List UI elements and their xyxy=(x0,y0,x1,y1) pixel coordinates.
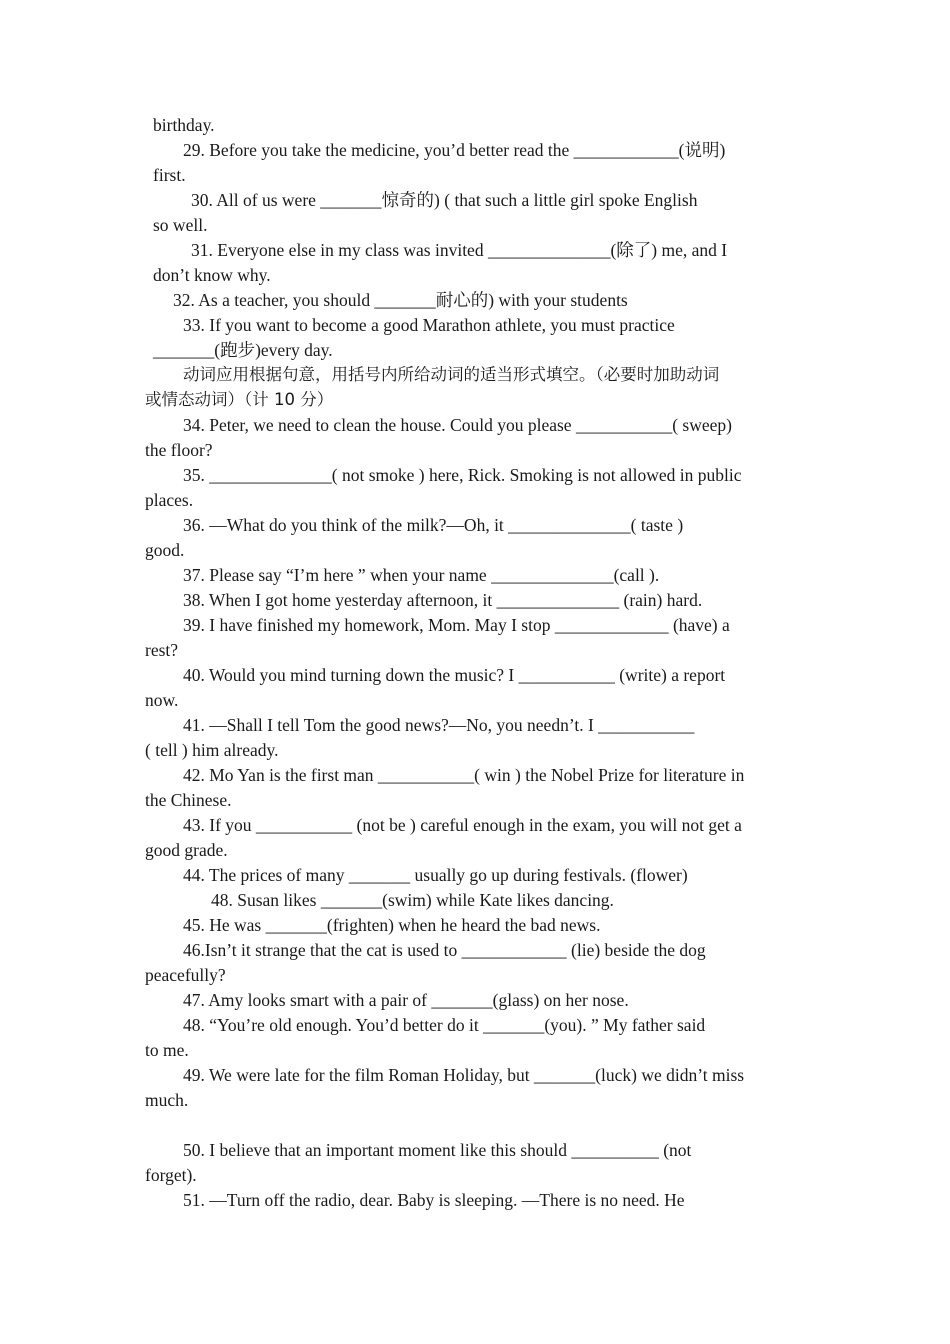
question-30: 30. All of us were _______惊奇的) ( that such a little girl spoke English xyxy=(191,190,698,210)
question-45: 45. He was _______(frighten) when he heard the bad news. xyxy=(183,915,601,935)
text-line: first. xyxy=(153,165,186,185)
text-line: good grade. xyxy=(145,840,228,860)
text-line: so well. xyxy=(153,215,208,235)
question-36: 36. —What do you think of the milk?—Oh, it ______________( taste ) xyxy=(183,515,684,535)
text-line: don’t know why. xyxy=(153,265,271,285)
question-48: 48. “You’re old enough. You’d better do it _______(you). ” My father said xyxy=(183,1015,706,1035)
question-33: 33. If you want to become a good Marathon athlete, you must practice xyxy=(183,315,675,335)
text-line: forget). xyxy=(145,1165,197,1185)
question-46: 46.Isn’t it strange that the cat is used to ____________ (lie) beside the dog xyxy=(183,940,706,960)
text-line: now. xyxy=(145,690,179,710)
question-43: 43. If you ___________ (not be ) careful enough in the exam, you will not get a xyxy=(183,815,742,835)
text-line: to me. xyxy=(145,1040,189,1060)
text-line: good. xyxy=(145,540,185,560)
text-line: peacefully? xyxy=(145,965,226,985)
text-line: ( tell ) him already. xyxy=(145,740,279,760)
question-44: 44. The prices of many _______ usually go up during festivals. (flower) xyxy=(183,865,688,885)
question-42: 42. Mo Yan is the first man ___________( win ) the Nobel Prize for literature in xyxy=(183,765,745,785)
text-line: the floor? xyxy=(145,440,213,460)
question-40: 40. Would you mind turning down the music? I ___________ (write) a report xyxy=(183,665,726,685)
question-31: 31. Everyone else in my class was invited ______________(除了) me, and I xyxy=(191,240,728,260)
question-34: 34. Peter, we need to clean the house. Could you please ___________( sweep) xyxy=(183,415,732,435)
question-37: 37. Please say “I’m here ” when your name ______________(call ). xyxy=(183,565,660,585)
question-29: 29. Before you take the medicine, you’d better read the ____________(说明) xyxy=(183,140,726,160)
question-51: 51. —Turn off the radio, dear. Baby is sleeping. —There is no need. He xyxy=(183,1190,685,1210)
text-line: places. xyxy=(145,490,194,510)
question-35: 35. ______________( not smoke ) here, Rick. Smoking is not allowed in public xyxy=(183,465,742,485)
text-line: much. xyxy=(145,1090,189,1110)
question-32: 32. As a teacher, you should _______耐心的) with your students xyxy=(173,290,628,310)
question-38: 38. When I got home yesterday afternoon, it ______________ (rain) hard. xyxy=(183,590,703,610)
question-50: 50. I believe that an important moment like this should __________ (not xyxy=(183,1140,692,1160)
question-39: 39. I have finished my homework, Mom. May I stop _____________ (have) a xyxy=(183,615,730,635)
question-49: 49. We were late for the film Roman Holiday, but _______(luck) we didn’t miss xyxy=(183,1065,745,1085)
text-line: _______(跑步)every day. xyxy=(153,340,333,360)
section-heading: 动词应用根据句意，用括号内所给动词的适当形式填空。（必要时加助动词 xyxy=(183,365,720,384)
question-47: 47. Amy looks smart with a pair of _______(glass) on her nose. xyxy=(183,990,629,1010)
question-48a: 48. Susan likes _______(swim) while Kate likes dancing. xyxy=(211,890,614,910)
text-line: rest? xyxy=(145,640,179,660)
question-41: 41. —Shall I tell Tom the good news?—No, you needn’t. I ___________ xyxy=(183,715,695,735)
section-heading: 或情态动词）（计 10 分） xyxy=(145,390,334,409)
text-line: birthday. xyxy=(153,115,215,135)
text-line: the Chinese. xyxy=(145,790,232,810)
